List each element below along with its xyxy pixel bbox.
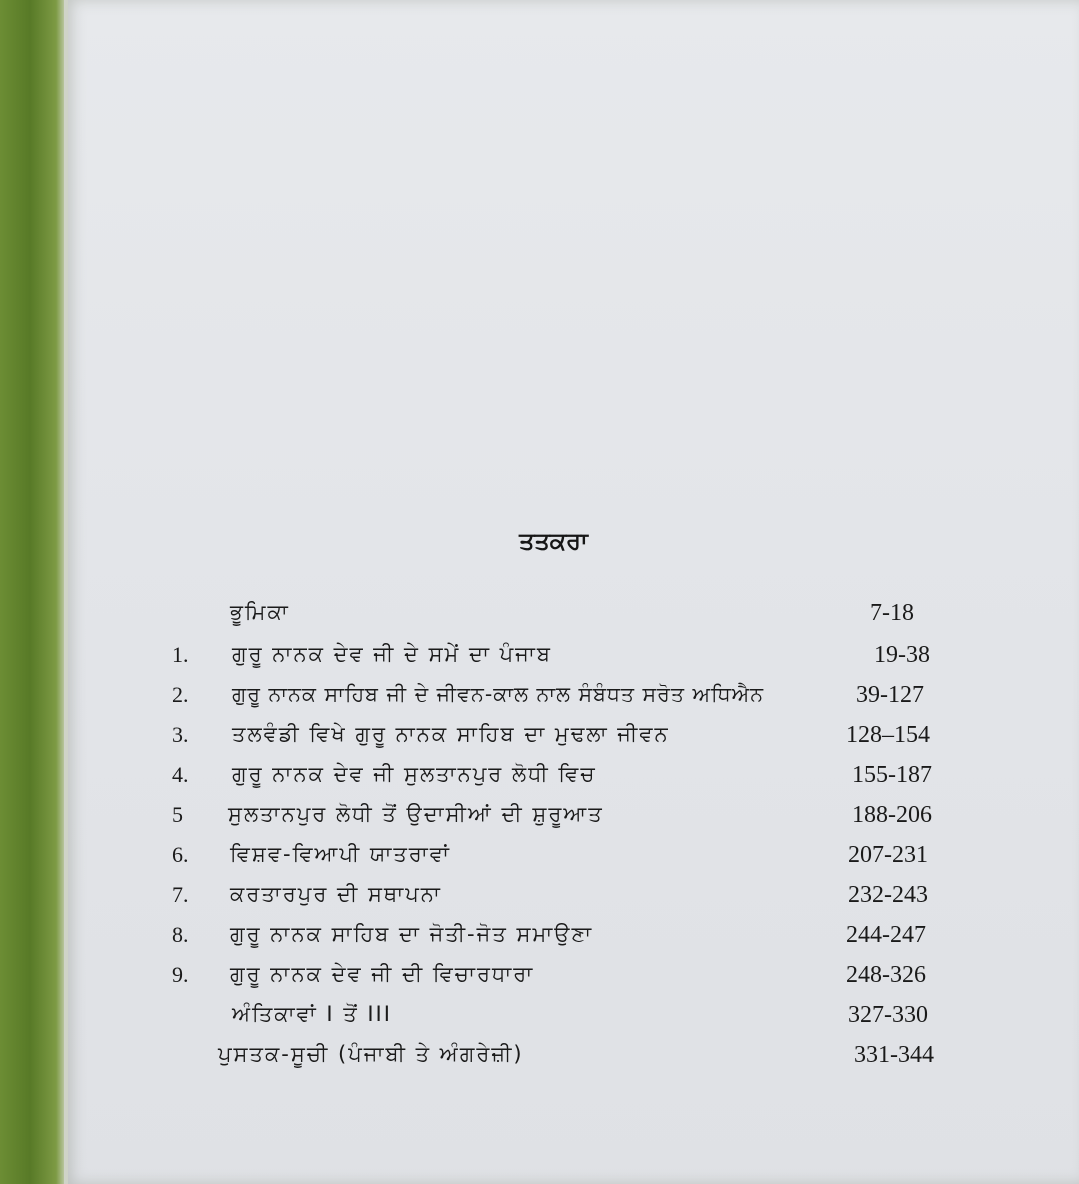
toc-entry bbox=[0, 682, 1079, 718]
toc-entry-title: ਗੁਰੂ ਨਾਨਕ ਸਾਹਿਬ ਜੀ ਦੇ ਜੀਵਨ-ਕਾਲ ਨਾਲ ਸੰਬੰਧਤ ਸਰੋਤ ਅਧਿਐਨ bbox=[232, 682, 765, 706]
toc-entry-title: ਸੁਲਤਾਨਪੁਰ ਲੋਧੀ ਤੋਂ ਉਦਾਸੀਆਂ ਦੀ ਸ਼ੁਰੂਆਤ bbox=[228, 802, 604, 826]
toc-entry-title: ਗੁਰੂ ਨਾਨਕ ਦੇਵ ਜੀ ਸੁਲਤਾਨਪੁਰ ਲੋਧੀ ਵਿਚ bbox=[232, 762, 597, 786]
toc-entry bbox=[0, 882, 1079, 918]
toc-entry-title: ਅੰਤਿਕਾਵਾਂ I ਤੋਂ III bbox=[232, 1002, 392, 1026]
toc-entry-title: ਪੁਸਤਕ-ਸੂਚੀ (ਪੰਜਾਬੀ ਤੇ ਅੰਗਰੇਜ਼ੀ) bbox=[218, 1042, 524, 1066]
toc-entry-pages: 39-127 bbox=[856, 682, 924, 708]
toc-entry-pages: 331-344 bbox=[854, 1042, 934, 1068]
toc-entry-pages: 188-206 bbox=[852, 802, 932, 828]
toc-entry-title: ਭੂਮਿਕਾ bbox=[230, 600, 290, 624]
toc-entry bbox=[0, 1042, 1079, 1078]
toc-entry-number: 1. bbox=[172, 642, 189, 667]
toc-heading: ਤਤਕਰਾ bbox=[519, 527, 588, 555]
toc-entry-title: ਗੁਰੂ ਨਾਨਕ ਦੇਵ ਜੀ ਦੀ ਵਿਚਾਰਧਾਰਾ bbox=[230, 962, 535, 986]
toc-entry-number: 2. bbox=[172, 682, 189, 707]
toc-entry-pages: 155-187 bbox=[852, 762, 932, 788]
toc-entry bbox=[0, 842, 1079, 878]
toc-entry-title: ਵਿਸ਼ਵ-ਵਿਆਪੀ ਯਾਤਰਾਵਾਂ bbox=[230, 842, 451, 866]
toc-entry bbox=[0, 642, 1079, 678]
toc-entry bbox=[0, 722, 1079, 758]
toc-entry-number: 3. bbox=[172, 722, 189, 747]
toc-entry-title: ਗੁਰੂ ਨਾਨਕ ਦੇਵ ਜੀ ਦੇ ਸਮੇਂ ਦਾ ਪੰਜਾਬ bbox=[232, 642, 553, 666]
toc-entry bbox=[0, 802, 1079, 838]
toc-entry-title: ਗੁਰੂ ਨਾਨਕ ਸਾਹਿਬ ਦਾ ਜੋਤੀ-ਜੋਤ ਸਮਾਉਣਾ bbox=[230, 922, 594, 946]
toc-entry-pages: 19-38 bbox=[874, 642, 930, 668]
toc-entry-number: 7. bbox=[172, 882, 189, 907]
toc-entry-title: ਕਰਤਾਰਪੁਰ ਦੀ ਸਥਾਪਨਾ bbox=[230, 882, 442, 906]
toc-entry-number: 4. bbox=[172, 762, 189, 787]
toc-entry-pages: 207-231 bbox=[848, 842, 928, 868]
toc-entry bbox=[0, 962, 1079, 998]
toc-entry bbox=[0, 922, 1079, 958]
toc-entry bbox=[0, 762, 1079, 798]
toc-entry-pages: 128–154 bbox=[846, 722, 930, 748]
toc-entry-number: 6. bbox=[172, 842, 189, 867]
toc-entry-pages: 244-247 bbox=[846, 922, 926, 948]
toc-entry bbox=[0, 1002, 1079, 1038]
toc-entry-pages: 232-243 bbox=[848, 882, 928, 908]
toc-entry-pages: 327-330 bbox=[848, 1002, 928, 1028]
toc-entry-number: 9. bbox=[172, 962, 189, 987]
toc-entry-title: ਤਲਵੰਡੀ ਵਿਖੇ ਗੁਰੂ ਨਾਨਕ ਸਾਹਿਬ ਦਾ ਮੁਢਲਾ ਜੀਵਨ bbox=[232, 722, 670, 746]
toc-entry-pages: 7-18 bbox=[870, 600, 914, 626]
toc-entry-number: 5 bbox=[172, 802, 183, 827]
toc-entry-pages: 248-326 bbox=[846, 962, 926, 988]
toc-entry-number: 8. bbox=[172, 922, 189, 947]
toc-entry bbox=[0, 600, 1079, 636]
